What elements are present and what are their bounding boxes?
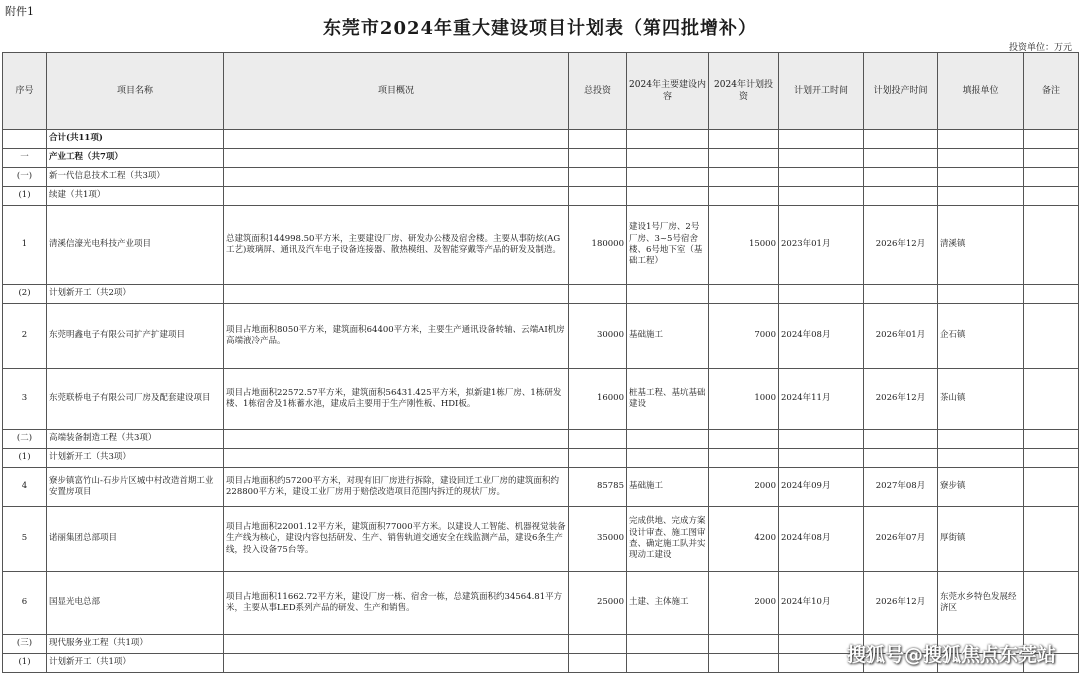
empty-cell — [224, 187, 569, 206]
empty-cell — [569, 187, 627, 206]
row-no: (1) — [3, 187, 47, 206]
empty-cell — [864, 187, 938, 206]
attachment-label: 附件1 — [5, 5, 34, 18]
planned-start: 2024年08月 — [779, 304, 864, 369]
section-row — [3, 430, 1079, 449]
remark — [1024, 206, 1079, 285]
construction-content: 完成供地、完成方案设计审查、施工图审查、确定施工队并实现动工建设 — [627, 507, 709, 572]
empty-cell — [569, 654, 627, 673]
row-no: (1) — [3, 449, 47, 468]
empty-cell — [779, 449, 864, 468]
remark — [1024, 304, 1079, 369]
total-investment: 85785 — [569, 468, 627, 507]
row-no: (1) — [3, 654, 47, 673]
empty-cell — [224, 149, 569, 168]
planned-production: 2026年07月 — [864, 507, 938, 572]
construction-content: 基础施工 — [627, 304, 709, 369]
investment-unit-label: 投资单位：万元 — [1008, 43, 1072, 53]
section-row — [3, 149, 1079, 168]
row-no: (三) — [3, 635, 47, 654]
empty-cell — [627, 449, 709, 468]
section-title: 产业工程（共7项） — [47, 149, 224, 168]
project-name: 诺丽集团总部项目 — [47, 507, 224, 572]
empty-cell — [627, 130, 709, 149]
empty-cell — [1024, 168, 1079, 187]
project-overview: 总建筑面积144998.50平方米，主要建设厂房、研发办公楼及宿舍楼。主要从事防炫(AG工艺)玻璃屏、通讯及汽车电子设备连接器、散热模组、及智能穿戴等产品的研发及制造。 — [224, 206, 569, 285]
remark — [1024, 468, 1079, 507]
empty-cell — [1024, 430, 1079, 449]
reporting-unit: 东莞水乡特色发展经济区 — [938, 572, 1024, 635]
planned-investment: 2000 — [709, 572, 779, 635]
empty-cell — [938, 168, 1024, 187]
header-remark: 备注 — [1024, 53, 1079, 130]
empty-cell — [938, 449, 1024, 468]
empty-cell — [864, 449, 938, 468]
table-header-row — [3, 53, 1079, 130]
project-overview: 项目占地面积约57200平方米，对现有旧厂房进行拆除，建设回迁工业厂房的建筑面积约228800平方米，建设工业厂房用于赔偿改造项目范围内拆迁的现状厂房。 — [224, 468, 569, 507]
section-row — [3, 187, 1079, 206]
construction-content: 土建、主体施工 — [627, 572, 709, 635]
header-production: 计划投产时间 — [864, 53, 938, 130]
empty-cell — [779, 430, 864, 449]
empty-cell — [1024, 130, 1079, 149]
planned-start: 2023年01月 — [779, 206, 864, 285]
project-overview: 项目占地面积22001.12平方米，建筑面积77000平方米。以建设人工智能、机器视觉装备生产线为核心，建设内容包括研发、生产、销售轨道交通安全在线监测产品，建设6条生产线，投入设备75台等。 — [224, 507, 569, 572]
reporting-unit: 清溪镇 — [938, 206, 1024, 285]
project-overview: 项目占地面积22572.57平方米，建筑面积56431.425平方米，拟新建1栋厂房、1栋研发楼、1栋宿舍及1栋蓄水池，建成后主要用于生产刚性板、HDI板。 — [224, 369, 569, 430]
planned-production: 2027年08月 — [864, 468, 938, 507]
section-row — [3, 449, 1079, 468]
empty-cell — [569, 449, 627, 468]
reporting-unit: 寮步镇 — [938, 468, 1024, 507]
section-title: 计划新开工（共3项） — [47, 449, 224, 468]
empty-cell — [779, 168, 864, 187]
empty-cell — [224, 654, 569, 673]
empty-cell — [1024, 449, 1079, 468]
planned-investment: 15000 — [709, 206, 779, 285]
total-investment: 180000 — [569, 206, 627, 285]
planned-investment: 1000 — [709, 369, 779, 430]
row-no: (一) — [3, 168, 47, 187]
row-no: (二) — [3, 430, 47, 449]
empty-cell — [864, 168, 938, 187]
project-row — [3, 304, 1079, 369]
empty-cell — [627, 654, 709, 673]
empty-cell — [1024, 285, 1079, 304]
empty-cell — [224, 168, 569, 187]
planned-production: 2026年12月 — [864, 572, 938, 635]
project-name: 清溪信濠光电科技产业项目 — [47, 206, 224, 285]
planned-investment: 7000 — [709, 304, 779, 369]
planned-start: 2024年10月 — [779, 572, 864, 635]
project-row — [3, 369, 1079, 430]
project-overview: 项目占地面积8050平方米，建筑面积64400平方米，主要生产通讯设备转轴、云端AI机房高端液冷产品。 — [224, 304, 569, 369]
section-row — [3, 168, 1079, 187]
header-name: 项目名称 — [47, 53, 224, 130]
remark — [1024, 572, 1079, 635]
empty-cell — [569, 635, 627, 654]
empty-cell — [569, 285, 627, 304]
empty-cell — [709, 149, 779, 168]
empty-cell — [627, 430, 709, 449]
empty-cell — [864, 130, 938, 149]
empty-cell — [224, 449, 569, 468]
empty-cell — [224, 430, 569, 449]
planned-production: 2026年12月 — [864, 206, 938, 285]
reporting-unit: 企石镇 — [938, 304, 1024, 369]
construction-content: 建设1号厂房、2号厂房、3~5号宿舍楼、6号地下室（基础工程） — [627, 206, 709, 285]
project-name: 东莞明鑫电子有限公司扩产扩建项目 — [47, 304, 224, 369]
construction-content: 桩基工程、基坑基础建设 — [627, 369, 709, 430]
empty-cell — [709, 430, 779, 449]
table-body — [3, 130, 1079, 673]
planned-start: 2024年09月 — [779, 468, 864, 507]
empty-cell — [709, 635, 779, 654]
header-unit: 填报单位 — [938, 53, 1024, 130]
section-title: 高端装备制造工程（共3项） — [47, 430, 224, 449]
header-plan-invest: 2024年计划投资 — [709, 53, 779, 130]
row-no — [3, 130, 47, 149]
empty-cell — [569, 149, 627, 168]
section-title: 计划新开工（共1项） — [47, 654, 224, 673]
project-name: 东莞联桥电子有限公司厂房及配套建设项目 — [47, 369, 224, 430]
empty-cell — [627, 285, 709, 304]
empty-cell — [224, 285, 569, 304]
empty-cell — [938, 430, 1024, 449]
header-no: 序号 — [3, 53, 47, 130]
row-no: 一 — [3, 149, 47, 168]
row-no: (2) — [3, 285, 47, 304]
empty-cell — [709, 168, 779, 187]
empty-cell — [627, 168, 709, 187]
total-investment: 35000 — [569, 507, 627, 572]
remark — [1024, 369, 1079, 430]
empty-cell — [779, 285, 864, 304]
empty-cell — [864, 149, 938, 168]
planned-production: 2026年01月 — [864, 304, 938, 369]
empty-cell — [864, 285, 938, 304]
empty-cell — [627, 149, 709, 168]
row-no: 4 — [3, 468, 47, 507]
row-no: 5 — [3, 507, 47, 572]
planned-production: 2026年12月 — [864, 369, 938, 430]
row-no: 6 — [3, 572, 47, 635]
empty-cell — [779, 130, 864, 149]
total-investment: 16000 — [569, 369, 627, 430]
planned-start: 2024年11月 — [779, 369, 864, 430]
empty-cell — [779, 187, 864, 206]
header-total: 总投资 — [569, 53, 627, 130]
project-row — [3, 468, 1079, 507]
empty-cell — [938, 285, 1024, 304]
construction-content: 基础施工 — [627, 468, 709, 507]
empty-cell — [709, 449, 779, 468]
section-title: 计划新开工（共2项） — [47, 285, 224, 304]
reporting-unit: 厚街镇 — [938, 507, 1024, 572]
empty-cell — [224, 130, 569, 149]
empty-cell — [627, 635, 709, 654]
empty-cell — [627, 187, 709, 206]
empty-cell — [569, 430, 627, 449]
empty-cell — [938, 130, 1024, 149]
remark — [1024, 507, 1079, 572]
header-start: 计划开工时间 — [779, 53, 864, 130]
total-investment: 25000 — [569, 572, 627, 635]
project-row — [3, 507, 1079, 572]
project-overview: 项目占地面积11662.72平方米，建设厂房一栋、宿舍一栋，总建筑面积约34564.81平方米，主要从事LED系列产品的研发、生产和销售。 — [224, 572, 569, 635]
header-content: 2024年主要建设内容 — [627, 53, 709, 130]
planned-investment: 4200 — [709, 507, 779, 572]
project-row — [3, 572, 1079, 635]
document-title: 东莞市2024年重大建设项目计划表（第四批增补） — [322, 18, 758, 39]
project-table — [2, 52, 1079, 673]
empty-cell — [709, 187, 779, 206]
section-title: 续建（共1项） — [47, 187, 224, 206]
row-no: 3 — [3, 369, 47, 430]
section-title: 新一代信息技术工程（共3项） — [47, 168, 224, 187]
empty-cell — [779, 149, 864, 168]
section-row — [3, 130, 1079, 149]
empty-cell — [709, 285, 779, 304]
empty-cell — [569, 168, 627, 187]
section-row — [3, 285, 1079, 304]
empty-cell — [709, 130, 779, 149]
empty-cell — [938, 149, 1024, 168]
total-investment: 30000 — [569, 304, 627, 369]
row-no: 1 — [3, 206, 47, 285]
empty-cell — [569, 130, 627, 149]
planned-start: 2024年08月 — [779, 507, 864, 572]
project-row — [3, 206, 1079, 285]
empty-cell — [709, 654, 779, 673]
project-name: 国显光电总部 — [47, 572, 224, 635]
reporting-unit: 茶山镇 — [938, 369, 1024, 430]
section-title: 现代服务业工程（共1项） — [47, 635, 224, 654]
empty-cell — [224, 635, 569, 654]
planned-investment: 2000 — [709, 468, 779, 507]
row-no: 2 — [3, 304, 47, 369]
empty-cell — [1024, 149, 1079, 168]
header-overview: 项目概况 — [224, 53, 569, 130]
section-title: 合计(共11项) — [47, 130, 224, 149]
watermark: 搜狐号@搜狐焦点东莞站 — [846, 644, 1056, 666]
empty-cell — [1024, 187, 1079, 206]
empty-cell — [938, 187, 1024, 206]
empty-cell — [864, 430, 938, 449]
project-name: 寮步镇富竹山-石步片区城中村改造首期工业安置房项目 — [47, 468, 224, 507]
